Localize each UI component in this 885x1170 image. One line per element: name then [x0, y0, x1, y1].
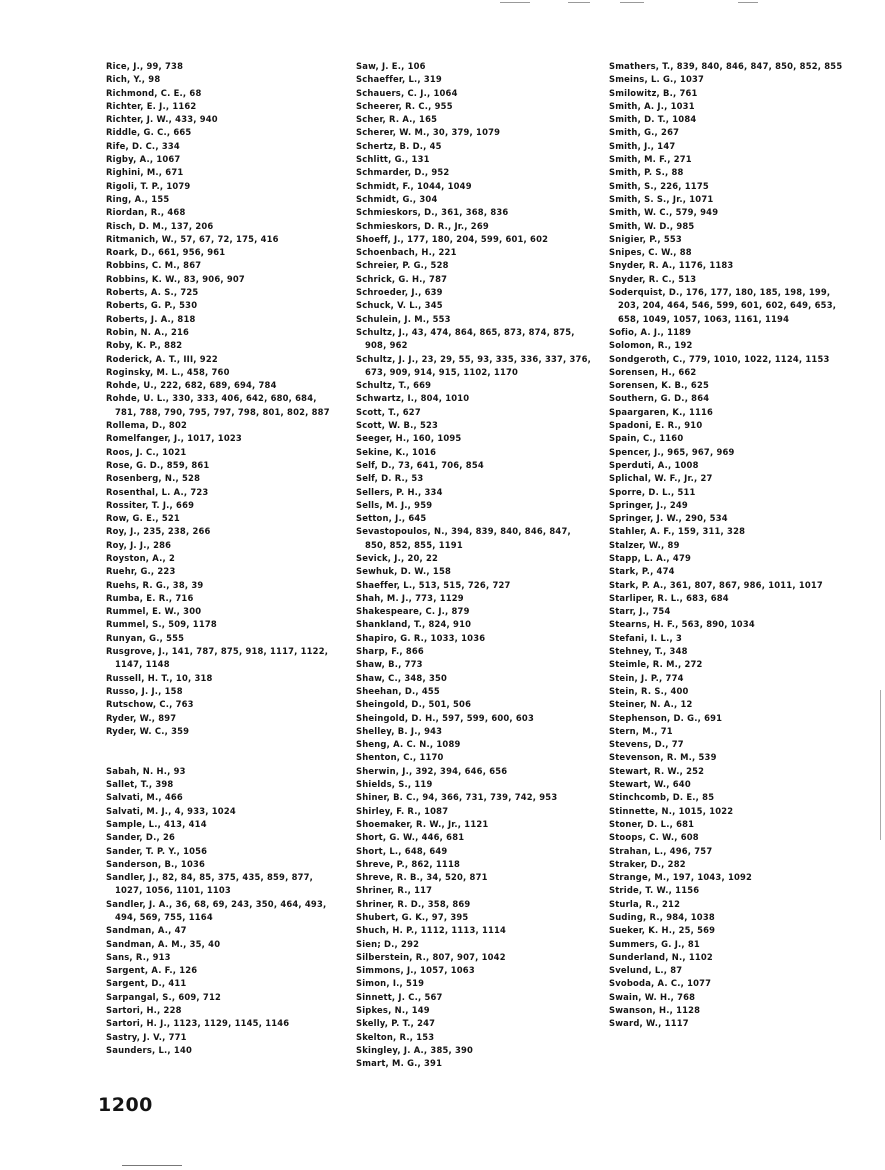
index-entry: Rohde, U., 222, 682, 689, 694, 784	[106, 380, 277, 391]
index-entry: Sandler, J., 82, 84, 85, 375, 435, 859, 877, 1027, 1056, 1101, 1103	[106, 872, 314, 896]
top-rule-4	[738, 2, 758, 3]
index-entry: Sofio, A. J., 1189	[609, 326, 692, 337]
index-entry: Sarpangal, S., 609, 712	[106, 991, 222, 1002]
index-entry: Roy, J. J., 286	[106, 539, 172, 550]
index-entry: Schlitt, G., 131	[356, 154, 430, 165]
index-entry: Stride, T. W., 1156	[609, 885, 700, 896]
index-entry: Rigby, A., 1067	[106, 154, 181, 165]
index-entry: Smeins, L. G., 1037	[609, 74, 705, 85]
index-entry: Springer, J., 249	[609, 499, 688, 510]
index-entry: Sallet, T., 398	[106, 779, 174, 790]
index-entry: Rigoli, T. P., 1079	[106, 180, 191, 191]
index-entry: Row, G. E., 521	[106, 513, 180, 524]
page-number: 1200	[98, 1094, 153, 1116]
index-entry: Smith, P. S., 88	[609, 167, 684, 178]
index-entry: Swain, W. H., 768	[609, 991, 696, 1002]
index-entry: Schwartz, I., 804, 1010	[356, 393, 470, 404]
index-entry: Sargent, A. F., 126	[106, 965, 198, 976]
index-entry: Simon, I., 519	[356, 978, 425, 989]
index-entry: Shoemaker, R. W., Jr., 1121	[356, 818, 489, 829]
index-entry: Roby, K. P., 882	[106, 340, 183, 351]
index-entry: Stevens, D., 77	[609, 739, 684, 750]
index-entry: Svelund, L., 87	[609, 965, 683, 976]
index-entry: Spaargaren, K., 1116	[609, 406, 714, 417]
index-entry: Sheehan, D., 455	[356, 685, 440, 696]
index-entry: Stewart, W., 640	[609, 779, 691, 790]
index-entry: Robin, N. A., 216	[106, 326, 190, 337]
index-entry: Richter, J. W., 433, 940	[106, 114, 218, 125]
index-column-1	[106, 60, 338, 1057]
index-entry: Sartori, H. J., 1123, 1129, 1145, 1146	[106, 1018, 290, 1029]
index-entry: Runyan, G., 555	[106, 632, 185, 643]
index-entry: Smith, W. C., 579, 949	[609, 207, 719, 218]
index-entry: Roberts, A. S., 725	[106, 287, 199, 298]
index-entry: Self, D., 73, 641, 706, 854	[356, 459, 484, 470]
index-entry: Roderick, A. T., III, 922	[106, 353, 218, 364]
index-entry: Saw, J. E., 106	[356, 61, 426, 71]
index-entry: Spain, C., 1160	[609, 433, 684, 444]
index-entry: Sartori, H., 228	[106, 1005, 182, 1016]
index-entry: Stalzer, W., 89	[609, 539, 680, 550]
index-entry: Rohde, U. L., 330, 333, 406, 642, 680, 684, 781, 788, 790, 795, 797, 798, 801, 802, 887	[106, 393, 330, 417]
index-entry: Stephenson, D. G., 691	[609, 712, 723, 723]
index-entry: Stahler, A. F., 159, 311, 328	[609, 526, 746, 537]
index-entry: Setton, J., 645	[356, 513, 427, 524]
index-entry: Sorensen, K. B., 625	[609, 380, 710, 391]
index-entry: Smilowitz, B., 761	[609, 87, 698, 98]
index-entry: Shakespeare, C. J., 879	[356, 606, 470, 617]
index-entry: Shiner, B. C., 94, 366, 731, 739, 742, 953	[356, 792, 558, 803]
index-entry: Sandler, J. A., 36, 68, 69, 243, 350, 464, 493, 494, 569, 755, 1164	[106, 898, 327, 922]
index-entry: Stark, P., 474	[609, 566, 675, 577]
index-entry: Ruehs, R. G., 38, 39	[106, 579, 204, 590]
index-entry: Steiner, N. A., 12	[609, 699, 693, 710]
index-entry: Sewhuk, D. W., 158	[356, 566, 452, 577]
index-entry: Stoops, C. W., 608	[609, 832, 699, 843]
index-entry: Soderquist, D., 176, 177, 180, 185, 198, 199, 203, 204, 464, 546, 599, 601, 602, 649, 653, 658, 1049, 1057, 1063, 1161, 1194	[609, 287, 837, 324]
index-entry: Shreve, R. B., 34, 520, 871	[356, 872, 488, 883]
index-entry: Sheng, A. C. N., 1089	[356, 739, 461, 750]
index-entry: Stein, J. P., 774	[609, 672, 684, 683]
footer-rule	[122, 1165, 182, 1166]
index-entry: Sinnett, J. C., 567	[356, 991, 443, 1002]
index-entry: Stinnette, N., 1015, 1022	[609, 805, 734, 816]
index-entry: Sunderland, N., 1102	[609, 951, 713, 962]
index-entry: Splichal, W. F., Jr., 27	[609, 473, 713, 484]
index-entry: Smith, S., 226, 1175	[609, 180, 709, 191]
index-entry: Stein, R. S., 400	[609, 685, 689, 696]
index-entry: Rosenberg, N., 528	[106, 473, 201, 484]
index-entry: Salvati, M. J., 4, 933, 1024	[106, 805, 236, 816]
index-entry: Sander, D., 26	[106, 832, 176, 843]
index-entry: Stefani, I. L., 3	[609, 632, 682, 643]
index-entry: Russo, J. J., 158	[106, 685, 183, 696]
index-entry: Smith, W. D., 985	[609, 220, 695, 231]
index-column-3	[609, 60, 845, 1031]
index-entry: Saunders, L., 140	[106, 1044, 192, 1055]
index-entry: Stehney, T., 348	[609, 646, 688, 657]
index-entry: Stewart, R. W., 252	[609, 765, 705, 776]
index-entry: Rusgrove, J., 141, 787, 875, 918, 1117, 1122, 1147, 1148	[106, 646, 329, 670]
index-entry: Skingley, J. A., 385, 390	[356, 1044, 474, 1055]
index-entry: Shelley, B. J., 943	[356, 725, 443, 736]
index-entry: Ritmanich, W., 57, 67, 72, 175, 416	[106, 233, 279, 244]
index-entry: Spadoni, E. R., 910	[609, 420, 703, 431]
index-entry: Ruehr, G., 223	[106, 566, 176, 577]
index-entry: Smith, J., 147	[609, 140, 676, 151]
index-entry: Smith, S. S., Jr., 1071	[609, 193, 714, 204]
index-entry: Schmieskors, D. R., Jr., 269	[356, 220, 489, 231]
index-entry: Shuch, H. P., 1112, 1113, 1114	[356, 925, 507, 936]
index-entry: Scott, T., 627	[356, 406, 421, 417]
index-entry: Risch, D. M., 137, 206	[106, 220, 214, 231]
index-entry: Sargent, D., 411	[106, 978, 187, 989]
index-entry: Schreier, P. G., 528	[356, 260, 449, 271]
index-entry: Robbins, C. M., 867	[106, 260, 202, 271]
index-entry: Sondgeroth, C., 779, 1010, 1022, 1124, 1153	[609, 353, 830, 364]
index-entry: Strange, M., 197, 1043, 1092	[609, 872, 753, 883]
index-entry: Ryder, W. C., 359	[106, 725, 190, 736]
index-entry: Rossiter, T. J., 669	[106, 499, 195, 510]
index-entry: Shirley, F. R., 1087	[356, 805, 449, 816]
index-entry: Schmidt, F., 1044, 1049	[356, 180, 472, 191]
index-entry: Scher, R. A., 165	[356, 114, 438, 125]
index-entry: Shaw, C., 348, 350	[356, 672, 448, 683]
index-entry: Strahan, L., 496, 757	[609, 845, 713, 856]
index-entry: Sherwin, J., 392, 394, 646, 656	[356, 765, 508, 776]
index-entry: Richter, E. J., 1162	[106, 100, 197, 111]
index-entry: Scheerer, R. C., 955	[356, 100, 453, 111]
index-entry: Salvati, M., 466	[106, 792, 183, 803]
index-entry: Sueker, K. H., 25, 569	[609, 925, 716, 936]
index-entry: Sander, T. P. Y., 1056	[106, 845, 208, 856]
index-entry: Schulein, J. M., 553	[356, 313, 451, 324]
index-entry: Shenton, C., 1170	[356, 752, 444, 763]
index-entry: Snipes, C. W., 88	[609, 247, 692, 258]
index-entry: Sans, R., 913	[106, 951, 171, 962]
index-entry: Rutschow, C., 763	[106, 699, 194, 710]
index-entry: Scherer, W. M., 30, 379, 1079	[356, 127, 501, 138]
index-entry: Sevick, J., 20, 22	[356, 552, 439, 563]
index-entry: Spencer, J., 965, 967, 969	[609, 446, 735, 457]
index-entry: Snigier, P., 553	[609, 233, 682, 244]
index-entry: Rife, D. C., 334	[106, 140, 180, 151]
index-entry: Shah, M. J., 773, 1129	[356, 592, 464, 603]
index-entry: Sanderson, B., 1036	[106, 858, 206, 869]
index-entry: Stevenson, R. M., 539	[609, 752, 717, 763]
index-entry: Shankland, T., 824, 910	[356, 619, 472, 630]
index-entry: Springer, J. W., 290, 534	[609, 513, 728, 524]
index-entry: Sabah, N. H., 93	[106, 765, 186, 776]
index-entry: Scott, W. B., 523	[356, 420, 439, 431]
index-entry: Smith, G., 267	[609, 127, 680, 138]
index-entry: Schrick, G. H., 787	[356, 273, 448, 284]
index-entry: Riordan, R., 468	[106, 207, 186, 218]
index-entry: Sien; D., 292	[356, 938, 420, 949]
index-entry: Rummel, S., 509, 1178	[106, 619, 217, 630]
index-entry: Robbins, K. W., 83, 906, 907	[106, 273, 245, 284]
index-entry: Shubert, G. K., 97, 395	[356, 912, 469, 922]
index-entry: Smart, M. G., 391	[356, 1058, 443, 1069]
index-entry: Short, L., 648, 649	[356, 845, 448, 856]
index-entry: Sastry, J. V., 771	[106, 1031, 187, 1042]
index-entry: Roberts, J. A., 818	[106, 313, 196, 324]
right-edge-mark	[880, 690, 881, 840]
index-entry: Silberstein, R., 807, 907, 1042	[356, 951, 506, 962]
index-group-sa	[106, 765, 338, 1058]
index-entry: Summers, G. J., 81	[609, 938, 700, 949]
index-entry: Smith, D. T., 1084	[609, 114, 697, 125]
index-entry: Russell, H. T., 10, 318	[106, 672, 213, 683]
index-entry: Smith, A. J., 1031	[609, 100, 695, 111]
index-entry: Sevastopoulos, N., 394, 839, 840, 846, 847, 850, 852, 855, 1191	[356, 526, 571, 550]
index-entry: Schertz, B. D., 45	[356, 140, 442, 151]
index-entry: Rumba, E. R., 716	[106, 592, 194, 603]
index-entry: Shaw, B., 773	[356, 659, 423, 670]
index-entry: Stark, P. A., 361, 807, 867, 986, 1011, 1017	[609, 579, 823, 590]
index-column-2	[356, 60, 592, 1071]
index-entry: Schultz, T., 669	[356, 380, 432, 391]
index-entry: Riddle, G. C., 665	[106, 127, 192, 138]
index-entry: Skelly, P. T., 247	[356, 1018, 436, 1029]
index-entry: Royston, A., 2	[106, 552, 176, 563]
index-entry: Shapiro, G. R., 1033, 1036	[356, 632, 486, 643]
index-entry: Stearns, H. F., 563, 890, 1034	[609, 619, 755, 630]
index-entry: Schultz, J., 43, 474, 864, 865, 873, 874, 875, 908, 962	[356, 326, 575, 351]
index-entry: Schmieskors, D., 361, 368, 836	[356, 207, 509, 218]
index-entry: Stinchcomb, D. E., 85	[609, 792, 715, 803]
index-entry: Starr, J., 754	[609, 606, 671, 617]
index-entry: Sperduti, A., 1008	[609, 459, 699, 470]
index-entry: Shoeff, J., 177, 180, 204, 599, 601, 602	[356, 233, 549, 244]
index-entry: Sipkes, N., 149	[356, 1005, 430, 1016]
index-entry: Sekine, K., 1016	[356, 446, 437, 457]
index-entry: Sheingold, D., 501, 506	[356, 699, 472, 710]
index-entry: Roberts, G. P., 530	[106, 300, 198, 311]
index-entry: Stapp, L. A., 479	[609, 552, 692, 563]
index-group-r	[106, 60, 338, 738]
index-entry: Sells, M. J., 959	[356, 499, 433, 510]
index-entry: Rummel, E. W., 300	[106, 606, 202, 617]
index-entry: Sandman, A., 47	[106, 925, 187, 936]
index-entry: Richmond, C. E., 68	[106, 87, 202, 98]
index-entry: Schultz, J. J., 23, 29, 55, 93, 335, 336, 337, 376, 673, 909, 914, 915, 1102, 1170	[356, 353, 591, 377]
index-entry: Simmons, J., 1057, 1063	[356, 965, 475, 976]
index-entry: Roark, D., 661, 956, 961	[106, 247, 226, 258]
index-entry: Roos, J. C., 1021	[106, 446, 187, 457]
index-entry: Rose, G. D., 859, 861	[106, 459, 210, 470]
index-entry: Roginsky, M. L., 458, 760	[106, 366, 230, 377]
index-entry: Schmarder, D., 952	[356, 167, 450, 178]
index-entry: Sorensen, H., 662	[609, 366, 697, 377]
index-entry: Solomon, R., 192	[609, 340, 693, 351]
index-entry: Schaeffer, L., 319	[356, 74, 442, 85]
index-entry: Schmidt, G., 304	[356, 193, 438, 204]
index-entry: Ring, A., 155	[106, 193, 170, 204]
index-entry: Sward, W., 1117	[609, 1018, 689, 1029]
index-entry: Self, D. R., 53	[356, 473, 424, 484]
index-entry: Schroeder, J., 639	[356, 287, 443, 298]
index-entry: Rosenthal, L. A., 723	[106, 486, 209, 497]
group-gap	[106, 738, 338, 765]
index-entry: Straker, D., 282	[609, 858, 686, 869]
index-entry: Shriner, R. D., 358, 869	[356, 898, 471, 909]
index-entry: Shriner, R., 117	[356, 885, 433, 896]
index-entry: Sellers, P. H., 334	[356, 486, 443, 497]
index-entry: Skelton, R., 153	[356, 1031, 435, 1042]
index-entry: Sheingold, D. H., 597, 599, 600, 603	[356, 712, 534, 723]
index-entry: Shaeffer, L., 513, 515, 726, 727	[356, 579, 511, 590]
index-entry: Steimle, R. M., 272	[609, 659, 703, 670]
index-entry: Snyder, R. A., 1176, 1183	[609, 260, 734, 271]
index-entry: Starliper, R. L., 683, 684	[609, 592, 729, 603]
top-rule-1	[500, 2, 530, 3]
index-entry: Sample, L., 413, 414	[106, 818, 207, 829]
index-entry: Ryder, W., 897	[106, 712, 177, 723]
index-entry: Suding, R., 984, 1038	[609, 912, 715, 922]
index-entry: Sturla, R., 212	[609, 898, 681, 909]
index-entry: Short, G. W., 446, 681	[356, 832, 465, 843]
index-entry: Rich, Y., 98	[106, 74, 161, 85]
index-entry: Stern, M., 71	[609, 725, 673, 736]
index-entry: Svoboda, A. C., 1077	[609, 978, 712, 989]
index-entry: Sporre, D. L., 511	[609, 486, 696, 497]
index-entry: Schuck, V. L., 345	[356, 300, 443, 311]
index-entry: Schoenbach, H., 221	[356, 247, 457, 258]
index-entry: Roy, J., 235, 238, 266	[106, 526, 211, 537]
index-entry: Sandman, A. M., 35, 40	[106, 938, 221, 949]
index-entry: Seeger, H., 160, 1095	[356, 433, 462, 444]
index-entry: Sharp, F., 866	[356, 646, 424, 657]
index-entry: Smith, M. F., 271	[609, 154, 692, 165]
index-entry: Romelfanger, J., 1017, 1023	[106, 433, 242, 444]
index-entry: Stoner, D. L., 681	[609, 818, 695, 829]
index-entry: Southern, G. D., 864	[609, 393, 710, 404]
index-entry: Schauers, C. J., 1064	[356, 87, 458, 98]
index-entry: Swanson, H., 1128	[609, 1005, 701, 1016]
top-rule-3	[620, 2, 644, 3]
index-entry: Snyder, R. C., 513	[609, 273, 697, 284]
index-entry: Rollema, D., 802	[106, 420, 188, 431]
top-rule-2	[568, 2, 590, 3]
index-entry: Smathers, T., 839, 840, 846, 847, 850, 852, 855	[609, 61, 843, 71]
index-entry: Righini, M., 671	[106, 167, 184, 178]
index-entry: Shields, S., 119	[356, 779, 433, 790]
index-entry: Shreve, P., 862, 1118	[356, 858, 461, 869]
index-entry: Rice, J., 99, 738	[106, 61, 184, 71]
